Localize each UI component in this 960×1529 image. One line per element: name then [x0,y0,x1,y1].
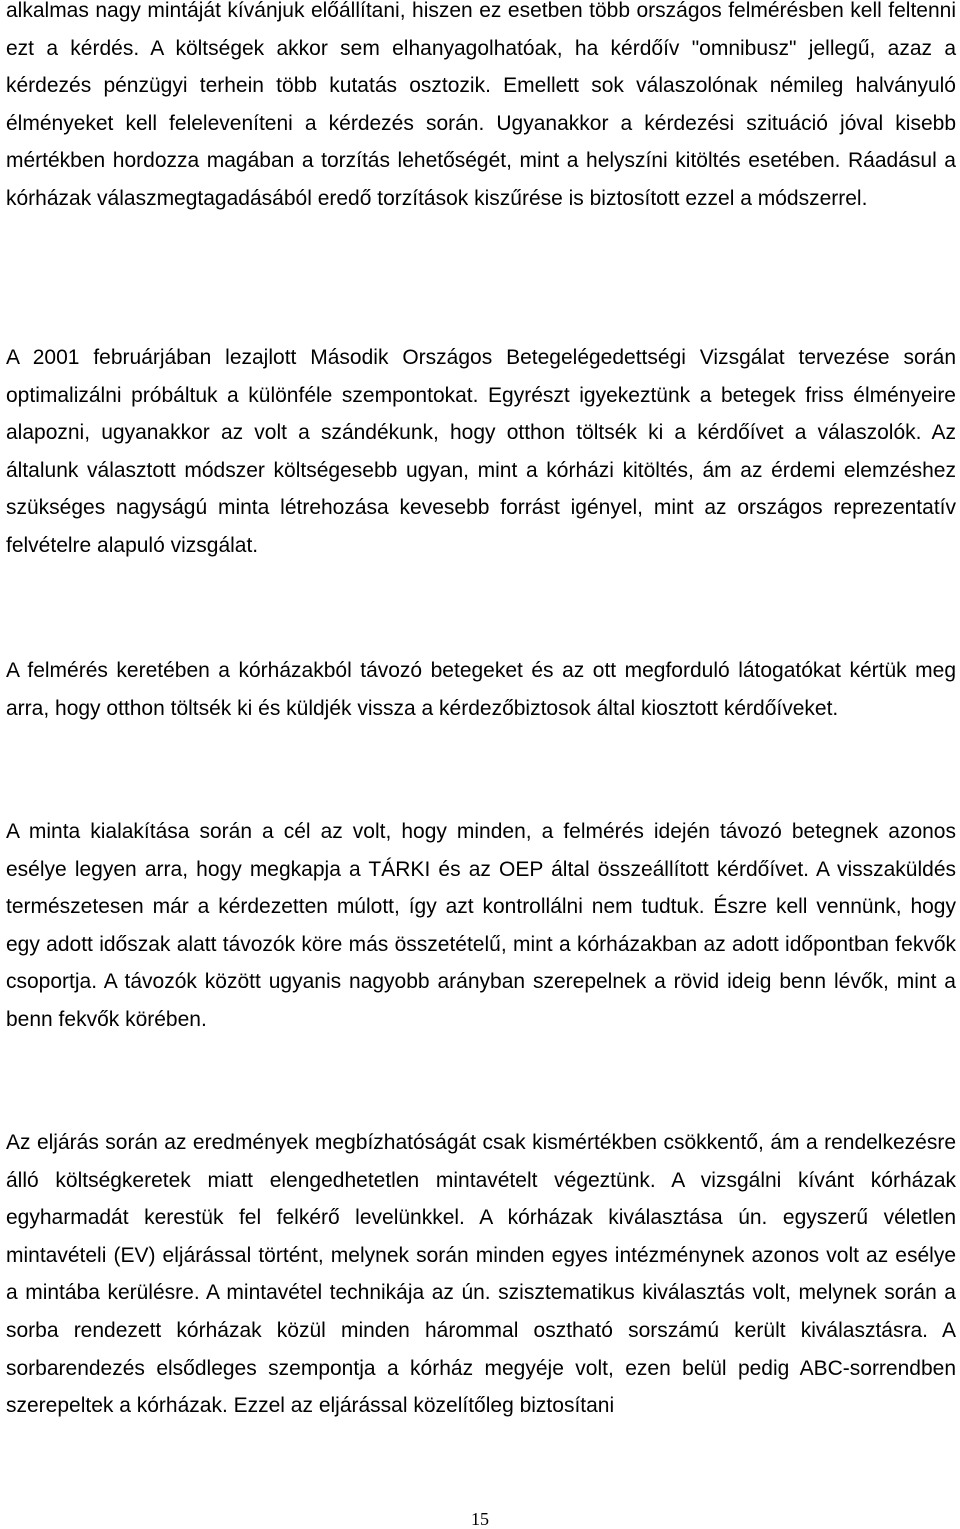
page-number: 15 [471,1509,489,1529]
paragraph-3: A felmérés keretében a kórházakból távozó betegeket és az ott megforduló látogatókat kértük meg arra, hogy otthon töltsék ki és küldjék vissza a kérdezőbiztosok által kiosztott kérdőíveket. [6,659,956,720]
paragraph-1: alkalmas nagy mintáját kívánjuk előállítani, hiszen ez esetben több országos felmérésben kell feltenni ezt a kérdés. A költségek akkor sem elhanyagolhatóak, ha kérdőív "omnibusz" jellegű, azaz a kérdezés pénzügyi terhein több kutatás osztozik. Emellett sok válaszolónak némileg halványuló élményeket kell feleleveníteni a kérdezés során. Ugyanakkor a kérdezési szituáció jóval kisebb mértékben hordozza magában a torzítás lehetőségét, mint a helyszíni kitöltés esetében. Ráadásul a kórházak válaszmegtagadásából eredő torzítások kiszűrése is biztosított ezzel a módszerrel. [6,0,956,210]
paragraph-5: Az eljárás során az eredmények megbízhatóságát csak kismértékben csökkentő, ám a rendelkezésre álló költségkeretek miatt elengedhetetlen mintavételt végeztünk. A vizsgálni kívánt kórházak egyharmadát kerestük fel felkérő levelünkkel. A kórházak kiválasztása ún. egyszerű véletlen mintavételi (EV) eljárással történt, melynek során minden egyes intézménynek azonos volt az esélye a mintába kerülésre. A mintavétel technikája az ún. szisztematikus kiválasztás volt, melynek során a sorba rendezett kórházak közül minden hárommal osztható sorszámú került kiválasztásra. A sorbarendezés elsődleges szempontja a kórház megyéje volt, ezen belül pedig ABC-sorrendben szerepeltek a kórházak. Ezzel az eljárással közelítőleg biztosítani [6,1131,956,1418]
paragraph-2: A 2001 februárjában lezajlott Második Országos Betegelégedettségi Vizsgálat tervezése során optimalizálni próbáltuk a különféle szempontokat. Egyrészt igyekeztünk a betegek friss élményeire alapozni, ugyanakkor az volt a szándékunk, hogy otthon töltsék ki a kérdőívet a válaszolók. Az általunk választott módszer költségesebb ugyan, mint a kórházi kitöltés, ám az érdemi elemzéshez szükséges nagyságú minta létrehozása kevesebb forrást igényel, mint az országos reprezentatív felvételre alapuló vizsgálat. [6,346,956,557]
paragraph-4: A minta kialakítása során a cél az volt, hogy minden, a felmérés idején távozó betegnek azonos esélye legyen arra, hogy megkapja a TÁRKI és az OEP által összeállított kérdőívet. A visszaküldés természetesen már a kérdezetten múlott, így azt kontrollálni nem tudtuk. Észre kell vennünk, hogy egy adott időszak alatt távozók köre más összetételű, mint a kórházakban az adott időpontban fekvők csoportja. A távozók között ugyanis nagyobb arányban szerepelnek a rövid ideig benn lévők, mint a benn fekvők körében. [6,820,956,1031]
